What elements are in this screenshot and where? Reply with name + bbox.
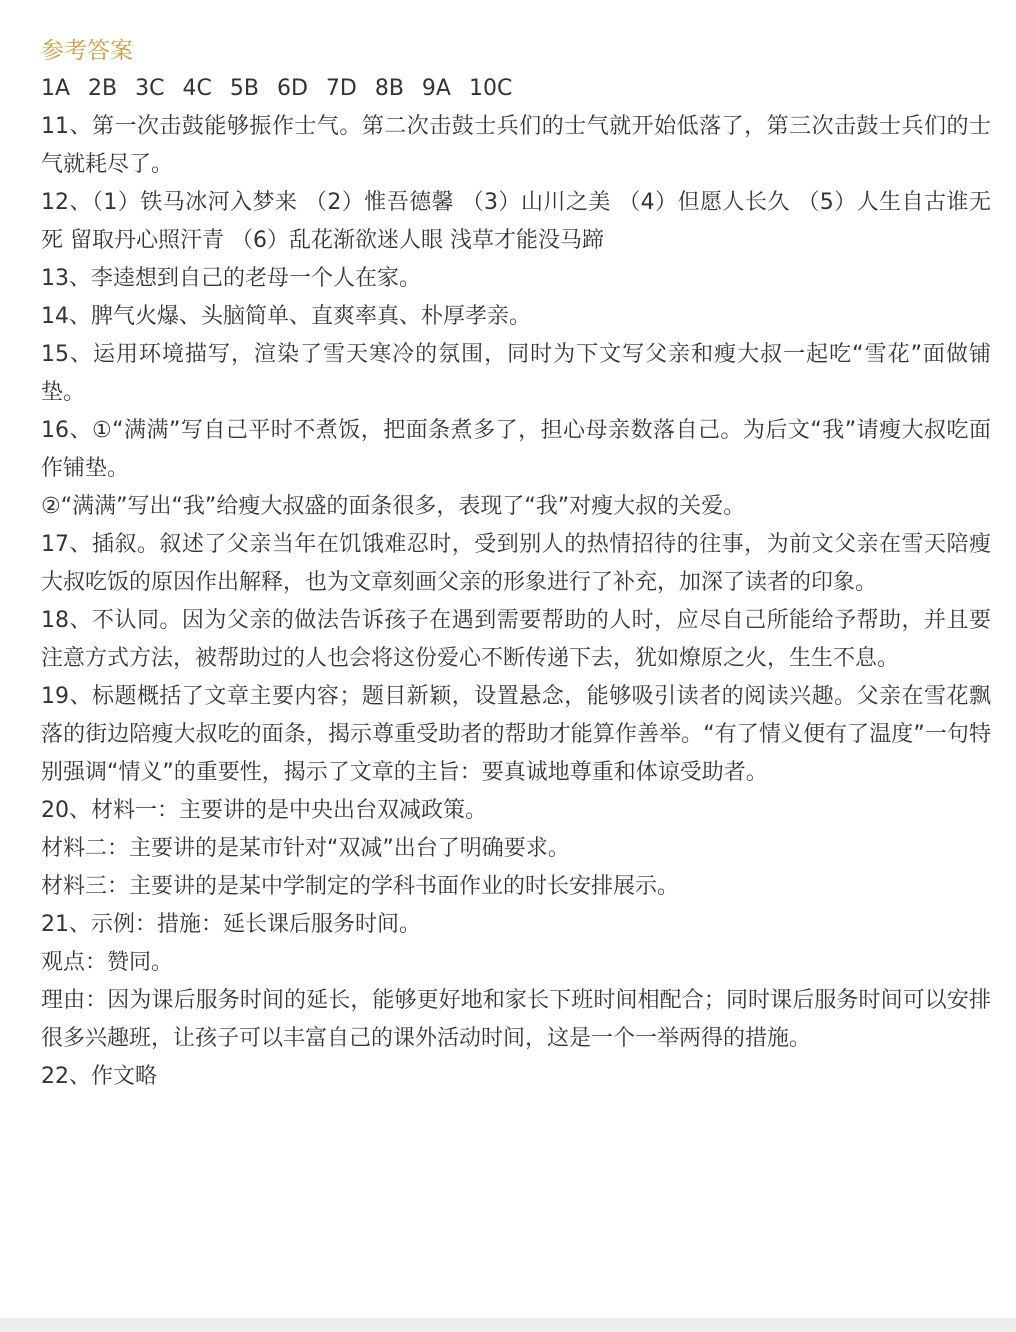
multiple-choice-answers (41, 70, 991, 108)
answer-17: 17、插叙。叙述了父亲当年在饥饿难忍时，受到别人的热情招待的往事，为前文父亲在雪天陪瘦大叔吃饭的原因作出解释，也为文章刻画父亲的形象进行了补充，加深了读者的印象。 (41, 532, 991, 595)
answer-16-part-1: 16、①“满满”写自己平时不煮饭，把面条煮多了，担心母亲数落自己。为后文“我”请瘦大叔吃面作铺垫。 (41, 418, 991, 481)
answer-sheet (41, 32, 991, 1096)
choice-answer: 6D (276, 76, 308, 101)
section-heading: 参考答案 (41, 38, 133, 64)
answer-20-material-3: 材料三：主要讲的是某中学制定的学科书面作业的时长安排展示。 (41, 874, 680, 899)
answer-13: 13、李逵想到自己的老母一个人在家。 (41, 266, 421, 291)
answer-12: 12、（1）铁马冰河入梦来 （2）惟吾德馨 （3）山川之美 （4）但愿人长久 （5）人生自古谁无死 留取丹心照汗青 （6）乱花渐欲迷人眼 浅草才能没马蹄 (41, 190, 991, 253)
choice-answer: 9A (421, 76, 451, 101)
answer-21-reason: 理由：因为课后服务时间的延长，能够更好地和家长下班时间相配合；同时课后服务时间可以安排很多兴趣班，让孩子可以丰富自己的课外活动时间，这是一个一举两得的措施。 (41, 988, 991, 1051)
answer-14: 14、脾气火爆、头脑简单、直爽率真、朴厚孝亲。 (41, 304, 531, 329)
choice-answer: 4C (182, 76, 212, 101)
answer-15: 15、运用环境描写，渲染了雪天寒冷的氛围，同时为下文写父亲和瘦大叔一起吃“雪花”面做铺垫。 (41, 342, 991, 405)
choice-answer: 2B (88, 76, 118, 101)
answer-16-part-2: ②“满满”写出“我”给瘦大叔盛的面条很多，表现了“我”对瘦大叔的关爱。 (41, 494, 746, 519)
answer-20-material-1: 20、材料一：主要讲的是中央出台双减政策。 (41, 798, 487, 823)
answer-18: 18、不认同。因为父亲的做法告诉孩子在遇到需要帮助的人时，应尽自己所能给予帮助，并且要注意方式方法，被帮助过的人也会将这份爱心不断传递下去，犹如燎原之火，生生不息。 (41, 608, 991, 671)
choice-answer: 8B (374, 76, 404, 101)
choice-answer: 1A (41, 76, 71, 101)
choice-answer: 7D (325, 76, 357, 101)
page-bottom-band (0, 1318, 1016, 1332)
answer-20-material-2: 材料二：主要讲的是某市针对“双减”出台了明确要求。 (41, 836, 570, 861)
answer-11: 11、第一次击鼓能够振作士气。第二次击鼓士兵们的士气就开始低落了，第三次击鼓士兵们的士气就耗尽了。 (41, 114, 991, 177)
choice-answer: 3C (135, 76, 165, 101)
answer-21-example: 21、示例：措施：延长课后服务时间。 (41, 912, 421, 937)
answer-19: 19、标题概括了文章主要内容；题目新颖，设置悬念，能够吸引读者的阅读兴趣。父亲在雪花飘落的街边陪瘦大叔吃的面条，揭示尊重受助者的帮助才能算作善举。“有了情义便有了温度”一句特别强调“情义”的重要性，揭示了文章的主旨：要真诚地尊重和体谅受助者。 (41, 684, 991, 785)
answer-21-opinion: 观点：赞同。 (41, 950, 174, 975)
choice-answer: 5B (229, 76, 259, 101)
answer-22: 22、作文略 (41, 1064, 157, 1089)
choice-answer: 10C (468, 76, 513, 101)
